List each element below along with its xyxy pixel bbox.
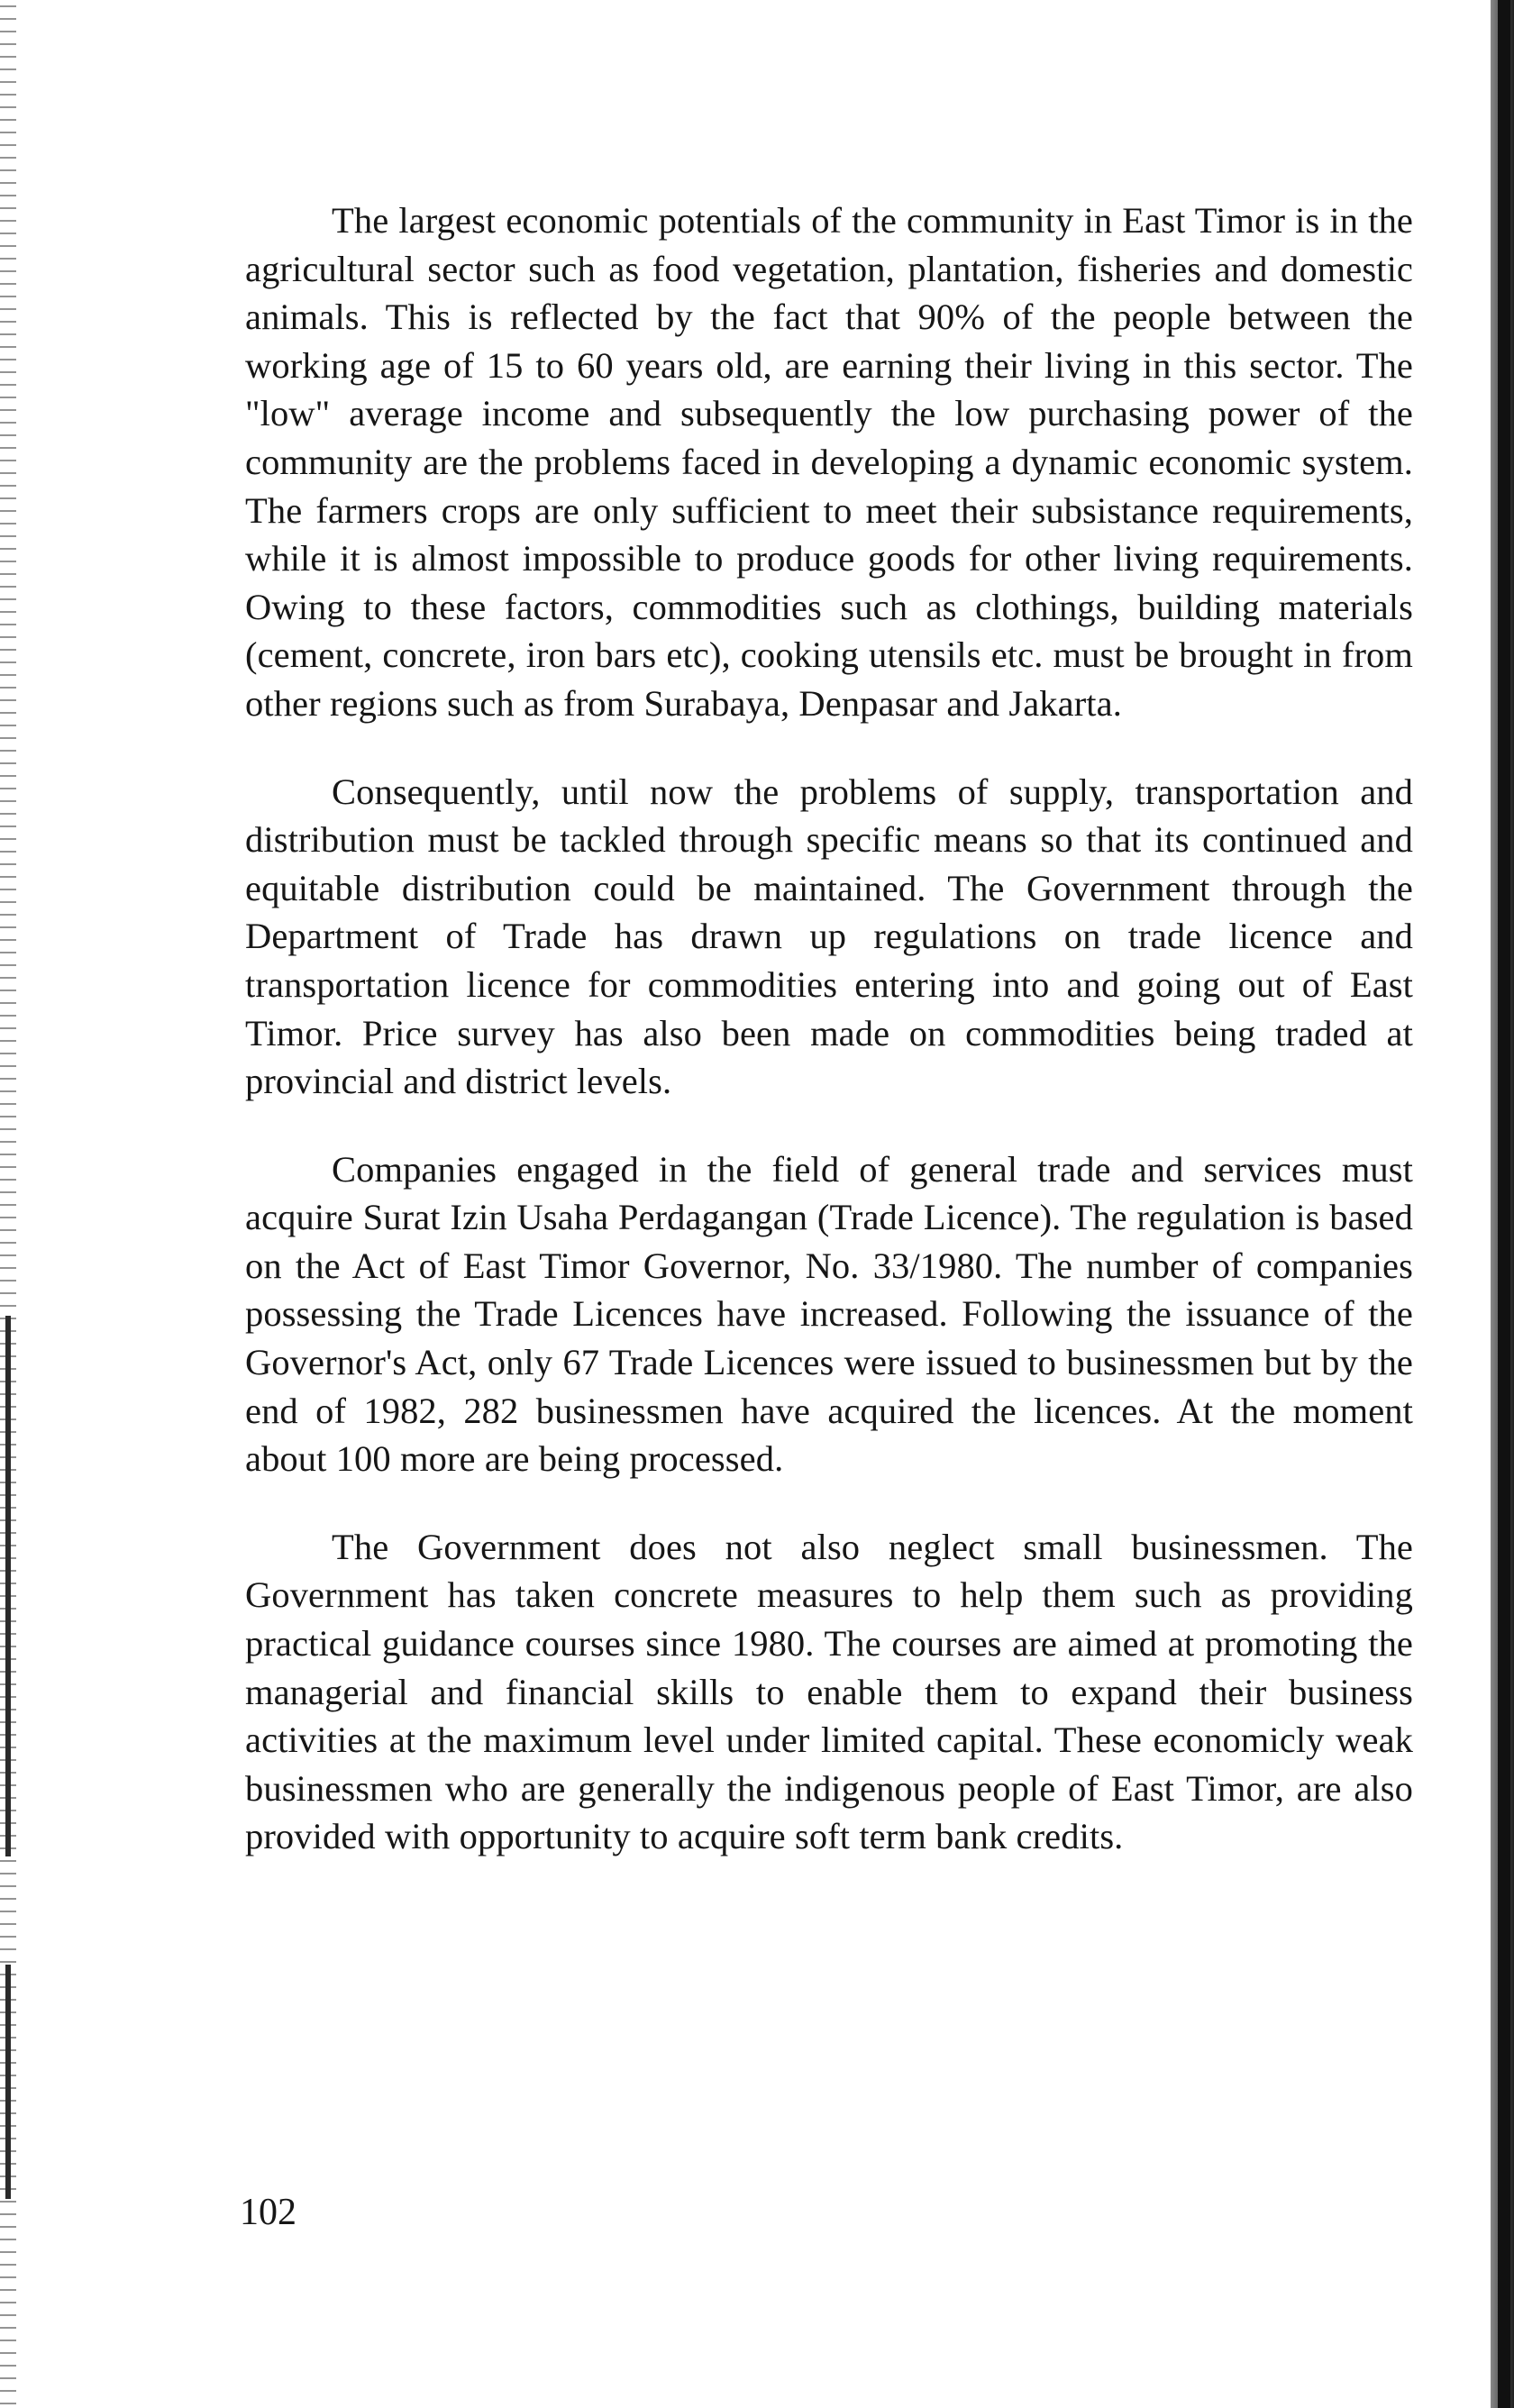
scan-edge-mark: [5, 1316, 11, 1856]
page-number: 102: [240, 2192, 296, 2233]
paragraph-small-businessmen: The Government does not also neglect small businessmen. The Government has taken concrete measures to help them such as providing practical guidance courses since 1980. The courses are aimed at promoting the managerial and financial skills to enable them to expand their business activities at the maximum level under limited capital. These economicly weak businessmen who are generally the indigenous people of East Timor, are also provided with opportunity to acquire soft term bank credits.: [245, 1526, 1413, 1857]
scan-edge-mark: [1498, 0, 1510, 2408]
paragraph-trade-licence: Companies engaged in the field of general trade and services must acquire Surat Izin Usaha Perdagangan (Trade Licence). The regulation is based on the Act of East Timor Governor, No. 33/1980. The number of companies possessing the Trade Licences have increased. Following the issuance of the Governor's Act, only 67 Trade Licences were issued to businessmen but by the end of 1982, 282 businessmen have acquired the licences. At the moment about 100 more are being processed.: [245, 1148, 1413, 1480]
paragraph-economic-potentials: The largest economic potentials of the community in East Timor is in the agricultural sector such as food vegetation, plantation, fisheries and domestic animals. This is reflected by the fact that 90% of the people between the working age of 15 to 60 years old, are earning their living in this sector. The "low" average income and subsequently the low purchasing power of the community are the problems faced in developing a dynamic economic system. The farmers crops are only sufficient to meet their subsistance requirements, while it is almost impossible to produce goods for other living requirements. Owing to these factors, commodities such as clothings, building materials (cement, concrete, iron bars etc), cooking utensils etc. must be brought in from other regions such as from Surabaya, Denpasar and Jakarta.: [245, 200, 1413, 724]
scan-edge-left: [0, 0, 16, 2408]
body-text: [245, 196, 1413, 1901]
paragraph-supply-distribution: Consequently, until now the problems of supply, transportation and distribution must be tackled through specific means so that its continued and equitable distribution could be maintained. The Government through the Department of Trade has drawn up regulations on trade licence and transportation licence for commodities entering into and going out of East Timor. Price survey has also been made on commodities being traded at provincial and district levels.: [245, 771, 1413, 1102]
scan-edge-right: [1491, 0, 1514, 2408]
scan-edge-mark: [5, 1965, 11, 2199]
